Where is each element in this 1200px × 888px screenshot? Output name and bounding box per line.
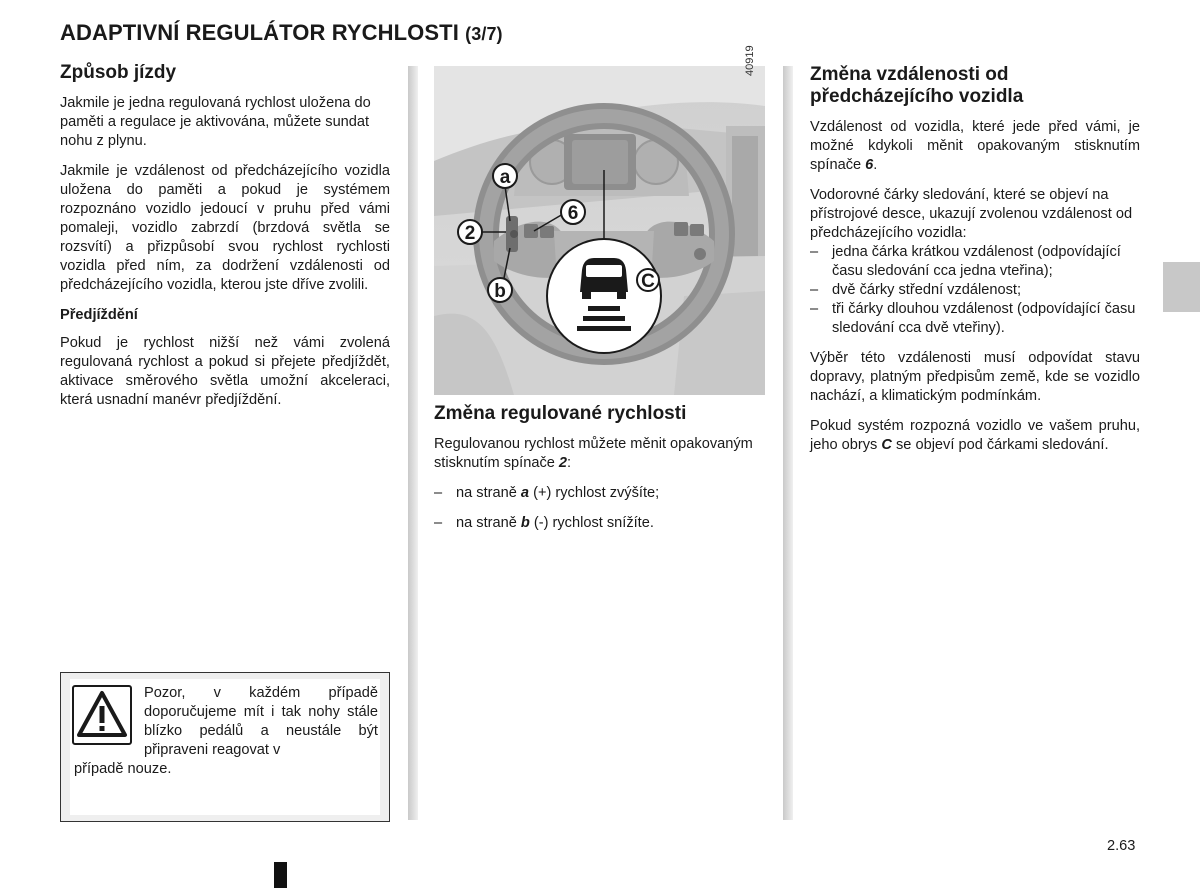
section-heading-driving: Způsob jízdy (60, 62, 177, 83)
warning-text-continued: případě nouze. (74, 761, 172, 777)
list-item (810, 281, 1140, 300)
paragraph: Pokud je rychlost nižší než vámi zvolená regulovaná rychlost a pokud si přejete předjíždět, aktivace směrového světla umožní akceleraci, která usnadní manévr předjíždění. (60, 335, 390, 408)
text: jedna čárka krátkou vzdálenost (odpovídající času sledování cca jedna vteřina); (832, 244, 1121, 279)
paragraph (434, 435, 766, 473)
crop-mark (274, 862, 287, 888)
section-heading-speed-change: Změna regulované rychlosti (434, 403, 687, 424)
paragraph: Výběr této vzdálenosti musí odpovídat stavu dopravy, platným předpisům země, kde se vozidlo nachází, a klimatickým podmínkám. (810, 350, 1140, 404)
paragraph: Jakmile je jedna regulovaná rychlost uložena do paměti a regulace je aktivována, můžete sundat nohu z plynu. (60, 95, 371, 149)
title-text: ADAPTIVNÍ REGULÁTOR RYCHLOSTI (60, 20, 459, 45)
key-ref: 6 (865, 157, 874, 173)
list-item (810, 300, 1140, 338)
section-heading-distance: Změna vzdálenosti od předcházejícího vozidla (810, 64, 1024, 107)
key-ref: 2 (558, 455, 568, 471)
list-item (434, 484, 766, 503)
text: (+) rychlost zvýšíte; (529, 485, 660, 501)
key-ref: C (881, 437, 892, 453)
callout-label: a (499, 167, 511, 188)
warning-triangle-icon (72, 685, 132, 745)
text: . (873, 157, 878, 173)
column-divider-left (408, 66, 418, 820)
paragraph (810, 118, 1140, 175)
text: na straně (456, 515, 521, 531)
callout-label: b (494, 281, 506, 302)
callout-label: C (641, 271, 655, 292)
subheading-overtaking: Předjíždění (60, 307, 138, 323)
dash: – (434, 515, 443, 531)
dash: – (434, 485, 443, 501)
text: (-) rychlost snížíte. (529, 515, 654, 531)
warning-text: Pozor, v každém případě doporučujeme mít i tak nohy stále blízko pedálů a neustále být připraveni reagovat v (144, 685, 378, 758)
distance-display-inset (547, 239, 661, 353)
text: Regulovanou rychlost můžete měnit opakovaným stisknutím spínače (434, 436, 753, 471)
text: se objeví pod čárkami sledování. (891, 437, 1109, 453)
paragraph: Vodorovné čárky sledování, které se objeví na přístrojové desce, ukazují zvolenou vzdálenost od předcházejícího vozidla: (810, 187, 1133, 241)
text: Vzdálenost od vozidla, které jede před vámi, je možné kdykoli měnit opakovaným stisknutím spínače (810, 119, 1140, 173)
distance-list (810, 243, 1140, 338)
page-title (60, 20, 503, 46)
page-number: 2.63 (1107, 838, 1136, 854)
left-column (60, 62, 390, 421)
text: dvě čárky střední vzdálenost; (832, 282, 1021, 298)
paragraph (810, 417, 1140, 455)
right-column (810, 64, 1140, 466)
key-ref: a (520, 485, 530, 501)
text: na straně (456, 485, 521, 501)
dash: – (810, 301, 819, 317)
steering-wheel-figure (434, 66, 765, 395)
callout-label: 6 (567, 203, 579, 224)
text: : (567, 455, 572, 471)
callout-label: 2 (464, 223, 476, 244)
text: Pokud systém rozpozná vozidlo ve vašem pruhu, jeho obrys (810, 418, 1140, 453)
dash: – (810, 244, 819, 260)
figure-number: 40919 (744, 45, 756, 76)
middle-column (434, 403, 766, 533)
key-ref: b (520, 515, 530, 531)
steering-wheel-illustration (434, 66, 765, 395)
dash: – (810, 282, 819, 298)
chapter-tab (1163, 262, 1200, 312)
column-divider-right (783, 66, 793, 820)
paragraph: Jakmile je vzdálenost od předcházejícího vozidla uložena do paměti a pokud je systémem rozpoznáno vozidlo jedoucí v pruhu před vámi pomaleji, vozidlo zabrzdí (brzdová světla se rozsvítí) a přizpůsobí svou rychlost rychlosti vozidla před ním, za dodržení vzdálenosti od předcházejícího vozidla, kterou jste dříve zvolili. (60, 163, 390, 293)
text: tři čárky dlouhou vzdálenost (odpovídající času sledování cca dvě vteřiny). (832, 301, 1136, 336)
title-part: (3/7) (465, 24, 503, 44)
list-item (434, 514, 766, 533)
list-item (810, 243, 1140, 281)
